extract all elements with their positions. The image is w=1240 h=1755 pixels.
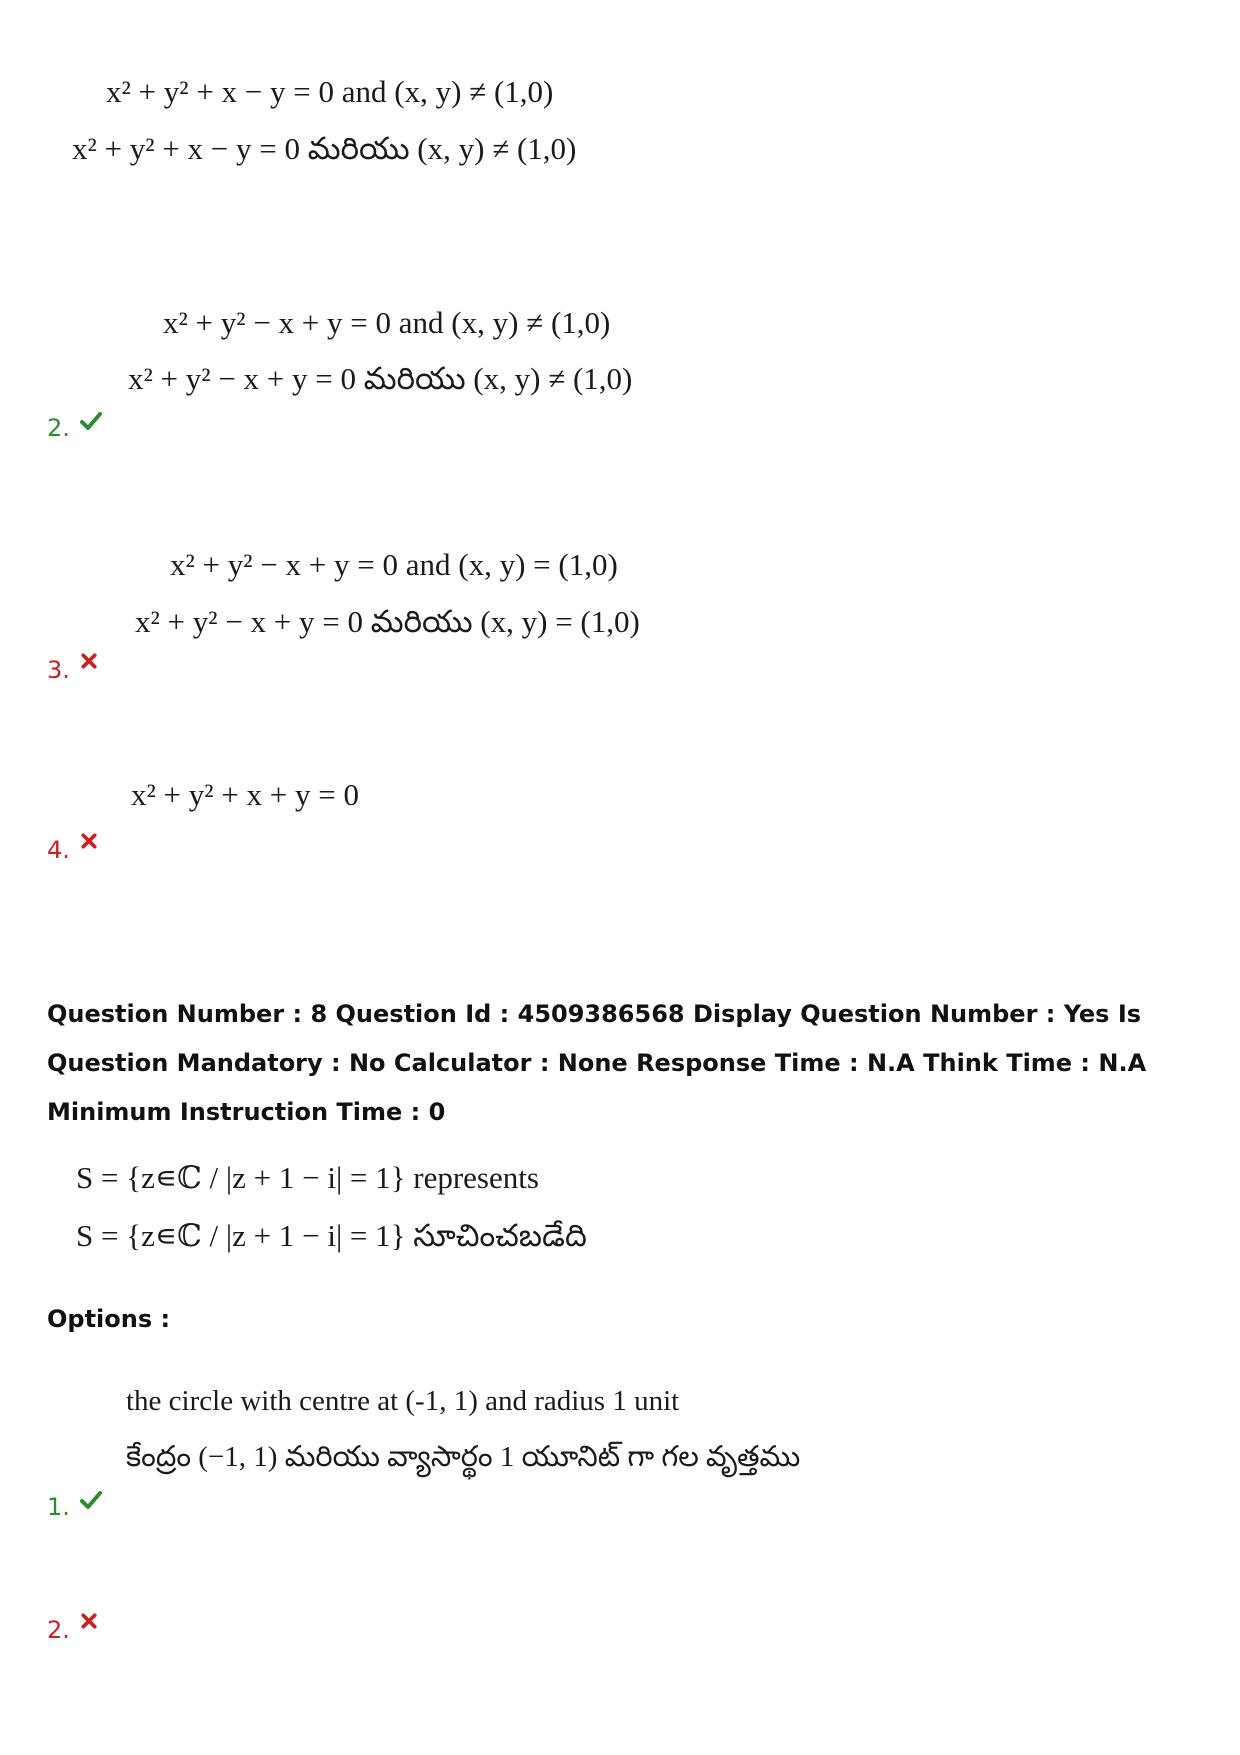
prev-option3-number (47, 658, 98, 682)
options-label: Options : (47, 1305, 171, 1333)
question-stem-english: S = {z∊ℂ / |z + 1 − i| = 1} represents (76, 1160, 539, 1195)
prev-option3-telugu: x² + y² − x + y = 0 మరియు (x, y) = (1,0) (135, 604, 640, 639)
prev-option4-number-label: 4. (47, 836, 70, 864)
prev-option2-number (47, 416, 102, 440)
prev-option4-number (47, 838, 98, 862)
prev-option2-telugu: x² + y² − x + y = 0 మరియు (x, y) ≠ (1,0) (128, 361, 633, 396)
option2-number-label: 2. (47, 1616, 70, 1644)
prev-option2-english: x² + y² − x + y = 0 and (x, y) ≠ (1,0) (163, 305, 611, 340)
option2-number (47, 1618, 98, 1642)
cross-icon (80, 832, 98, 850)
question-meta: Question Number : 8 Question Id : 4509386568 Display Question Number : Yes Is Question Mandatory : No Calculator : None Response Time : N.A Think Time : N.A Minimum Instruction Time : 0 (47, 1000, 1147, 1126)
option1-english: the circle with centre at (-1, 1) and radius 1 unit (126, 1385, 680, 1417)
prev-option4-english: x² + y² + x + y = 0 (131, 777, 360, 812)
option1-number-label: 1. (47, 1493, 70, 1521)
prev-option1-telugu: x² + y² + x − y = 0 మరియు (x, y) ≠ (1,0) (72, 131, 577, 166)
cross-icon (80, 1612, 98, 1630)
prev-option2-number-label: 2. (47, 414, 70, 442)
check-icon (80, 1489, 102, 1511)
prev-option3-number-label: 3. (47, 656, 70, 684)
option1-number (47, 1495, 102, 1519)
check-icon (80, 410, 102, 432)
prev-option1-english: x² + y² + x − y = 0 and (x, y) ≠ (1,0) (106, 74, 554, 109)
prev-option3-english: x² + y² − x + y = 0 and (x, y) = (1,0) (170, 547, 618, 582)
question-stem-telugu: S = {z∊ℂ / |z + 1 − i| = 1} సూచించబడేది (76, 1218, 587, 1253)
cross-icon (80, 652, 98, 670)
option1-telugu: కేంద్రం (−1, 1) మరియు వ్యాసార్థం 1 యూనిట్ గా గల వృత్తము (126, 1441, 801, 1473)
